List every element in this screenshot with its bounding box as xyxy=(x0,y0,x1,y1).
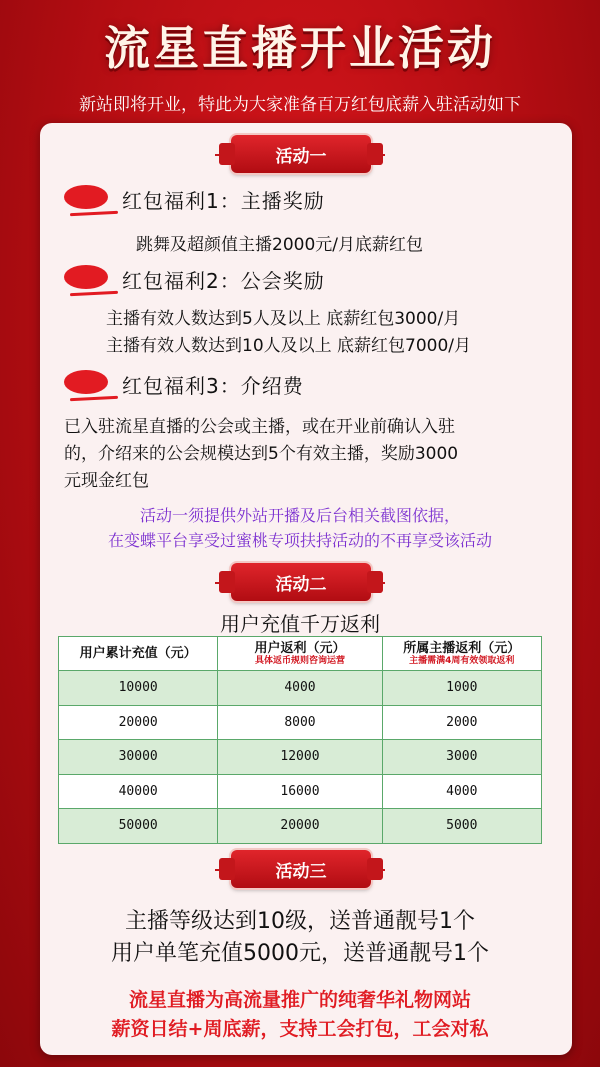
table-cell: 16000 xyxy=(218,774,382,809)
activity1-note: 在变蝶平台享受过蜜桃专项扶持活动的不再享受该活动 xyxy=(107,531,492,550)
welfare3-title: 红包福利3：介绍费 xyxy=(122,374,304,398)
table-cell: 20000 xyxy=(59,705,218,740)
table-cell: 12000 xyxy=(218,740,382,775)
table-cell: 5000 xyxy=(382,809,541,844)
page-title: 流星直播开业活动 xyxy=(104,21,496,75)
table-row xyxy=(59,705,542,740)
welfare3-line: 的，介绍来的公会规模达到5个有效主播，奖励3000 xyxy=(64,444,459,464)
rebate-table-title: 用户充值千万返利 xyxy=(220,612,380,636)
rebate-table xyxy=(58,636,542,844)
table-header-row xyxy=(59,637,542,671)
table-row xyxy=(59,809,542,844)
footer-line: 流星直播为高流量推广的纯奢华礼物网站 xyxy=(128,989,471,1011)
welfare2-title: 红包福利2：公会奖励 xyxy=(122,269,325,293)
welfare1-line: 跳舞及超颜值主播2000元/月底薪红包 xyxy=(136,235,423,255)
table-cell: 1000 xyxy=(382,671,541,706)
activity2-banner: 活动二 xyxy=(231,563,371,601)
table-cell: 4000 xyxy=(218,671,382,706)
table-cell: 10000 xyxy=(59,671,218,706)
table-cell: 40000 xyxy=(59,774,218,809)
column-header-label: 用户返利（元） xyxy=(254,640,346,656)
table-row xyxy=(59,740,542,775)
activity1-note: 活动一须提供外站开播及后台相关截图依据， xyxy=(139,506,460,525)
table-cell: 3000 xyxy=(382,740,541,775)
welfare2-line: 主播有效人数达到10人及以上 底薪红包7000/月 xyxy=(106,336,472,356)
table-cell: 30000 xyxy=(59,740,218,775)
table-cell: 8000 xyxy=(218,705,382,740)
column-header xyxy=(382,637,541,671)
welfare3-line: 元现金红包 xyxy=(64,471,149,491)
activity3-line: 主播等级达到10级，送普通靓号1个 xyxy=(125,909,475,934)
table-cell: 20000 xyxy=(218,809,382,844)
red-bullet-icon xyxy=(64,370,108,394)
column-header xyxy=(59,637,218,671)
welfare2-line: 主播有效人数达到5人及以上 底薪红包3000/月 xyxy=(106,309,461,329)
column-header-label: 用户累计充值（元） xyxy=(79,645,197,661)
footer-line: 薪资日结+周底薪，支持工会打包，工会对私 xyxy=(111,1018,489,1040)
red-bullet-icon xyxy=(64,185,108,209)
table-cell: 4000 xyxy=(382,774,541,809)
activity3-banner: 活动三 xyxy=(231,850,371,888)
table-cell: 50000 xyxy=(59,809,218,844)
table-row xyxy=(59,671,542,706)
page-subtitle: 新站即将开业，特此为大家准备百万红包底薪入驻活动如下 xyxy=(79,95,521,115)
activity1-banner: 活动一 xyxy=(231,135,371,173)
column-header-note: 具体返币规则咨询运营 xyxy=(254,655,345,666)
table-cell: 2000 xyxy=(382,705,541,740)
table-row xyxy=(59,774,542,809)
column-header-label: 所属主播返利（元） xyxy=(403,640,521,656)
welfare3-line: 已入驻流星直播的公会或主播，或在开业前确认入驻 xyxy=(64,417,455,437)
column-header-note: 主播需满4周有效领取返利 xyxy=(409,655,515,666)
activity3-line: 用户单笔充值5000元，送普通靓号1个 xyxy=(111,941,489,966)
red-bullet-icon xyxy=(64,265,108,289)
column-header xyxy=(218,637,382,671)
welfare1-title: 红包福利1：主播奖励 xyxy=(122,189,325,213)
